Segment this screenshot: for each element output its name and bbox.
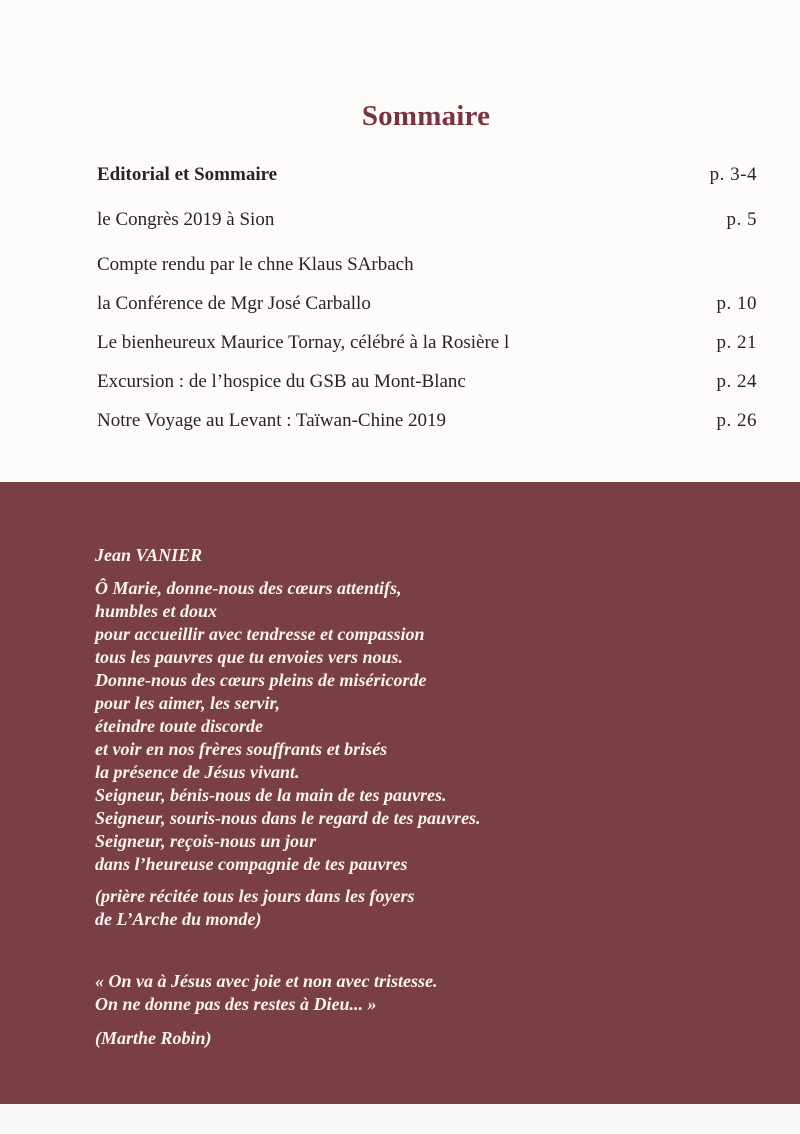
prayer-line: humbles et doux bbox=[95, 601, 218, 621]
prayer-line: Seigneur, souris-nous dans le regard de tes pauvres. bbox=[95, 808, 481, 828]
toc-item-label: Editorial et Sommaire bbox=[97, 164, 278, 185]
toc-item-page: p. 10 bbox=[716, 293, 757, 314]
toc-item-label: Le bienheureux Maurice Tornay, célébré à la Rosière l bbox=[97, 332, 510, 353]
toc-item bbox=[97, 293, 757, 321]
toc-item-page: p. 5 bbox=[726, 209, 757, 230]
quote bbox=[95, 970, 437, 1016]
toc-item-page: p. 26 bbox=[716, 410, 757, 431]
toc-item-label: Excursion : de l’hospice du GSB au Mont-Blanc bbox=[97, 371, 466, 392]
prayer-note bbox=[95, 885, 414, 931]
contents-section bbox=[0, 0, 800, 482]
prayer-line: et voir en nos frères souffrants et brisés bbox=[95, 739, 388, 759]
page-title: Sommaire bbox=[361, 100, 491, 132]
toc-item bbox=[97, 332, 757, 360]
toc-item bbox=[97, 410, 757, 438]
prayer-note-line: (prière récitée tous les jours dans les foyers bbox=[95, 886, 415, 906]
toc-item-label: le Congrès 2019 à Sion bbox=[97, 209, 275, 230]
prayer-note-line: de L’Arche du monde) bbox=[95, 909, 262, 929]
toc-item-label: Compte rendu par le chne Klaus SArbach bbox=[97, 254, 414, 275]
toc-item bbox=[97, 371, 757, 399]
toc-item bbox=[97, 254, 757, 282]
prayer-line: dans l’heureuse compagnie de tes pauvres bbox=[95, 854, 408, 874]
prayer-line: Seigneur, bénis-nous de la main de tes pauvres. bbox=[95, 785, 447, 805]
toc-item-label: la Conférence de Mgr José Carballo bbox=[97, 293, 371, 314]
toc-item-label: Notre Voyage au Levant : Taïwan-Chine 2019 bbox=[97, 410, 447, 431]
toc-item-page: p. 24 bbox=[716, 371, 757, 392]
prayer-line: tous les pauvres que tu envoies vers nous. bbox=[95, 647, 404, 667]
prayer-line: la présence de Jésus vivant. bbox=[95, 762, 300, 782]
toc-item-page: p. 3-4 bbox=[709, 164, 757, 185]
prayer-line: Seigneur, reçois-nous un jour bbox=[95, 831, 317, 851]
toc-item-page: p. 21 bbox=[716, 332, 757, 353]
prayer-line: Ô Marie, donne-nous des cœurs attentifs, bbox=[95, 578, 402, 598]
toc-item bbox=[97, 209, 757, 237]
quote-attribution: (Marthe Robin) bbox=[95, 1028, 212, 1048]
prayer-text bbox=[95, 577, 481, 876]
bottom-margin bbox=[0, 1104, 800, 1134]
prayer-line: pour accueillir avec tendresse et compassion bbox=[95, 624, 425, 644]
quote-line: « On va à Jésus avec joie et non avec tristesse. bbox=[95, 971, 438, 991]
prayer-line: Donne-nous des cœurs pleins de miséricorde bbox=[95, 670, 427, 690]
prayer-line: éteindre toute discorde bbox=[95, 716, 263, 736]
prayer-author: Jean VANIER bbox=[95, 545, 203, 565]
quote-line: On ne donne pas des restes à Dieu... » bbox=[95, 994, 377, 1014]
toc-item bbox=[97, 164, 757, 192]
prayer-line: pour les aimer, les servir, bbox=[95, 693, 281, 713]
